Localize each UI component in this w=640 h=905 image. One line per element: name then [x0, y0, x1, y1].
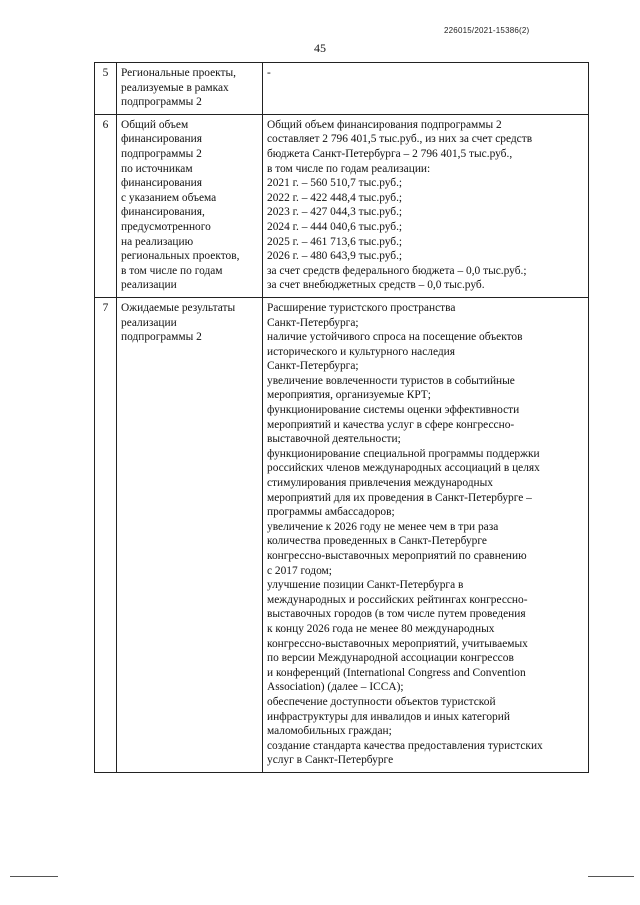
text-line: реализации	[121, 279, 177, 292]
text-line: услуг в Санкт-Петербурге	[267, 754, 394, 767]
text-line: инфраструктуры для инвалидов и иных категорий	[267, 710, 510, 723]
row-value	[263, 114, 589, 297]
text-line: улучшение позиции Санкт-Петербурга в	[267, 579, 464, 592]
row-value	[263, 297, 589, 772]
table-row	[95, 63, 589, 115]
page-number: 45	[314, 41, 326, 55]
text-line: Региональные проекты,	[121, 67, 237, 79]
footer-rule-left	[10, 876, 58, 877]
text-line: 2021 г. – 560 510,7 тыс.руб.;	[267, 177, 403, 190]
text-line: увеличение вовлеченности туристов в событийные	[267, 374, 515, 387]
text-line: 2023 г. – 427 044,3 тыс.руб.;	[267, 206, 403, 219]
text-line: количества проведенных в Санкт-Петербурге	[267, 535, 487, 548]
footer-rule-right	[588, 876, 634, 877]
text-line: Расширение туристского пространства	[267, 301, 456, 314]
row-value	[263, 63, 589, 115]
text-line: реализации	[121, 316, 177, 329]
text-line: программы амбассадоров;	[267, 506, 395, 519]
text-line: конгрессно-выставочных мероприятий, учитываемых	[267, 637, 528, 650]
text-line: составляет 2 796 401,5 тыс.руб., из них за счет средств	[267, 133, 533, 146]
text-line: создание стандарта качества предоставления туристских	[267, 739, 543, 752]
text-line: финансирования,	[121, 206, 205, 219]
text-line: мероприятий и качества услуг в сфере конгрессно-	[267, 418, 515, 431]
text-line: мероприятия, организуемые КРТ;	[267, 389, 431, 402]
text-line: функционирование специальной программы поддержки	[267, 447, 540, 460]
text-line: подпрограммы 2	[121, 96, 202, 109]
text-line: конгрессно-выставочных мероприятий по сравнению	[267, 550, 527, 562]
text-line: за счет внебюджетных средств – 0,0 тыс.руб.	[267, 279, 485, 292]
text-line: мероприятий для их проведения в Санкт-Петербурге –	[267, 491, 532, 504]
table-row	[95, 297, 589, 772]
row-number: 6	[95, 114, 117, 297]
text-line: увеличение к 2026 году не менее чем в три раза	[267, 520, 499, 533]
document-id: 226015/2021-15386(2)	[444, 26, 530, 35]
text-line: реализуемые в рамках	[121, 81, 229, 94]
text-line: функционирование системы оценки эффективности	[267, 404, 520, 417]
text-line: Санкт-Петербурга;	[267, 360, 359, 373]
text-line: выставочных городов (в том числе путем проведения	[267, 608, 526, 621]
row-label	[117, 114, 263, 297]
text-line: бюджета Санкт-Петербурга – 2 796 401,5 тыс.руб.,	[267, 147, 513, 160]
text-line: за счет средств федерального бюджета – 0,0 тыс.руб.;	[267, 264, 527, 277]
table-row	[95, 114, 589, 297]
text-line: 2026 г. – 480 643,9 тыс.руб.;	[267, 250, 403, 263]
text-line: международных и российских рейтингах конгрессно-	[267, 593, 528, 606]
text-line: 2022 г. – 422 448,4 тыс.руб.;	[267, 191, 403, 204]
text-line: региональных проектов,	[121, 250, 240, 263]
text-line: Общий объем	[121, 118, 189, 131]
text-line: выставочной деятельности;	[267, 433, 401, 446]
text-line: предусмотренного	[121, 220, 211, 233]
text-line: подпрограммы 2	[121, 331, 202, 344]
row-label	[117, 297, 263, 772]
text-line: и конференций (International Congress and Convention	[267, 666, 526, 679]
text-line: в том числе по годам реализации:	[267, 162, 431, 175]
text-line: исторического и культурного наследия	[267, 345, 455, 358]
text-line: 2024 г. – 444 040,6 тыс.руб.;	[267, 220, 403, 233]
text-line: к концу 2026 года не менее 80 международных	[267, 622, 495, 635]
text-line: стимулирования привлечения международных	[267, 477, 493, 490]
text-line: финансирования	[121, 133, 202, 146]
text-line: маломобильных граждан;	[267, 725, 392, 738]
text-line: подпрограммы 2	[121, 147, 202, 160]
row-label	[117, 63, 263, 115]
text-line: финансирования	[121, 177, 202, 190]
text-line: по версии Международной ассоциации конгрессов	[267, 652, 514, 665]
text-line: Общий объем финансирования подпрограммы 2	[267, 118, 502, 131]
text-line: с 2017 годом;	[267, 564, 332, 577]
text-line: на реализацию	[121, 235, 194, 248]
text-line: -	[267, 67, 271, 79]
text-line: Association) (далее – ICCA);	[267, 681, 404, 694]
text-line: с указанием объема	[121, 191, 217, 204]
text-line: в том числе по годам	[121, 264, 223, 277]
row-number: 5	[95, 63, 117, 115]
text-line: российских членов международных ассоциаций в целях	[267, 462, 540, 475]
subprogram-table	[94, 62, 589, 773]
text-line: наличие устойчивого спроса на посещение объектов	[267, 331, 523, 344]
text-line: по источникам	[121, 162, 193, 175]
text-line: Ожидаемые результаты	[121, 301, 236, 314]
text-line: 2025 г. – 461 713,6 тыс.руб.;	[267, 235, 403, 248]
text-line: обеспечение доступности объектов туристской	[267, 695, 496, 708]
text-line: Санкт-Петербурга;	[267, 316, 359, 329]
row-number: 7	[95, 297, 117, 772]
